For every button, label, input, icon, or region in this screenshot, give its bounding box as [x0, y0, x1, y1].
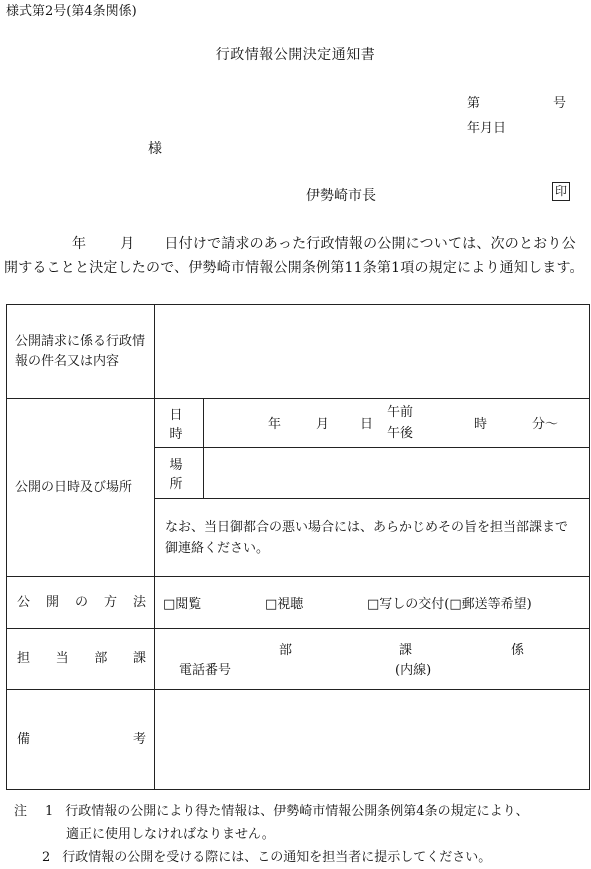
note-1-continued: 適正に使用しなければなりません。 — [66, 827, 275, 842]
notes-section — [14, 800, 584, 869]
seal-mark: 印 — [552, 182, 570, 201]
schedule-label: 公開の日時及び場所 — [7, 399, 155, 577]
schedule-notice: なお、当日御都合の悪い場合には、あらかじめその旨を担当部課まで御連絡ください。 — [155, 499, 590, 577]
intro-paragraph — [4, 232, 584, 280]
disclosure-table — [6, 304, 590, 790]
form-number-label: 様式第2号(第4条関係) — [6, 4, 137, 19]
place-value — [204, 448, 590, 499]
dept-phone-label: 電話番号 — [179, 663, 232, 678]
dept-extension-label: (内線) — [395, 663, 432, 678]
request-item-value — [155, 305, 590, 399]
dt-year: 年 — [268, 417, 282, 432]
dept-kakari: 係 — [511, 643, 525, 658]
date-day: 日 — [493, 121, 507, 136]
datetime-value — [204, 399, 590, 448]
note-1: 注 1 行政情報の公開により得た情報は、伊勢崎市情報公開条例第4条の規定により、 — [14, 804, 529, 819]
intro-year: 年 — [72, 236, 87, 252]
document-number-row — [467, 92, 566, 111]
dt-pm: 午後 — [387, 426, 414, 441]
dept-value — [155, 629, 590, 690]
document-date-row — [467, 117, 506, 136]
method-view-checkbox[interactable]: □閲覧 — [163, 597, 202, 612]
place-label: 場 所 — [155, 448, 204, 499]
intro-text: 日付けで請求のあった行政情報の公開については、次のとおり公開することと決定したので、伊勢崎市情報公開条例第11条第1項の規定により通知します。 — [4, 236, 584, 276]
method-label: 公 開 の 方 法 — [7, 577, 155, 629]
dt-am: 午前 — [387, 405, 414, 420]
dept-ka: 課 — [399, 643, 413, 658]
remarks-value — [155, 690, 590, 790]
datetime-label: 日 時 — [155, 399, 204, 448]
intro-month: 月 — [120, 236, 135, 252]
request-item-label: 公開請求に係る行政情報の件名又は内容 — [7, 305, 155, 399]
dt-hour: 時 — [474, 417, 488, 432]
dept-label: 担 当 部 課 — [7, 629, 155, 690]
method-copy-checkbox[interactable]: □写しの交付(□郵送等希望) — [367, 597, 532, 612]
dt-minute: 分～ — [532, 417, 559, 432]
number-dai: 第 — [467, 96, 481, 111]
note-2: 2 行政情報の公開を受ける際には、この通知を担当者に提示してください。 — [42, 850, 492, 865]
document-title: 行政情報公開決定通知書 — [215, 47, 376, 63]
date-year: 年 — [467, 121, 481, 136]
number-go: 号 — [553, 96, 567, 111]
issuer-name: 伊勢崎市長 — [306, 188, 376, 204]
date-month: 月 — [480, 121, 494, 136]
method-listen-checkbox[interactable]: □視聴 — [265, 597, 304, 612]
addressee-suffix: 様 — [148, 141, 162, 157]
dt-day: 日 — [360, 417, 374, 432]
method-options — [155, 577, 590, 629]
dept-bu: 部 — [279, 643, 293, 658]
remarks-label: 備 考 — [7, 690, 155, 790]
dt-month: 月 — [316, 417, 330, 432]
